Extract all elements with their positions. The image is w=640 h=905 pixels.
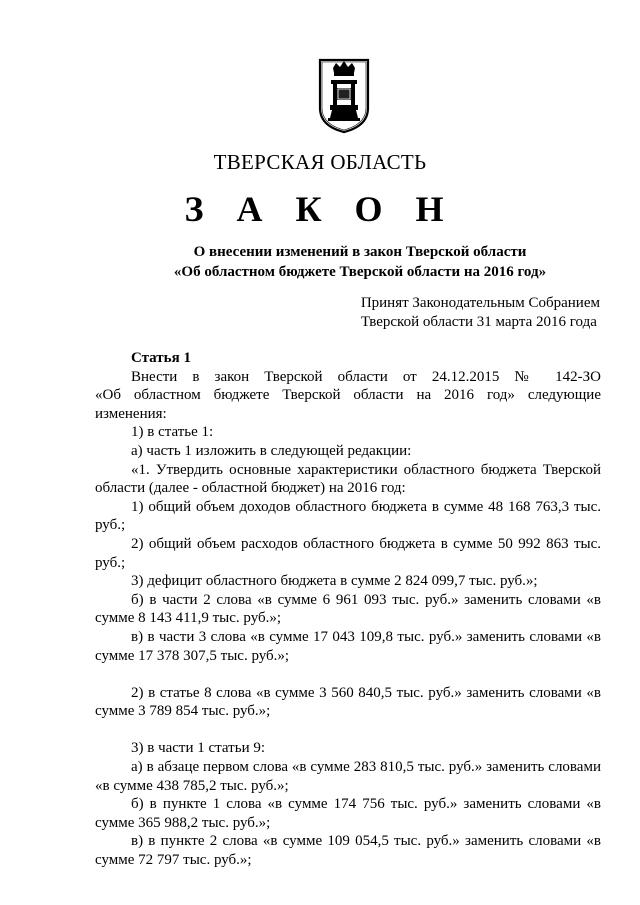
item-1-a-text: «1. Утвердить основные характеристики областного бюджета Тверской области (далее - областной бюджет) на 2016 год:: [95, 461, 601, 497]
spacer: [95, 721, 601, 740]
document-type: З А К О Н: [184, 189, 456, 229]
article-heading: Статья 1: [131, 350, 191, 366]
adoption-line-1: Принят Законодательным Собранием: [360, 295, 600, 311]
title-line-1: О внесении изменений в закон Тверской области: [193, 244, 527, 260]
document-title: [0, 242, 640, 282]
coat-of-arms-icon: [318, 58, 370, 134]
item-1: 1) в статье 1:: [131, 424, 214, 441]
region-name: ТВЕРСКАЯ ОБЛАСТЬ: [213, 150, 427, 174]
title-line-2: «Об областном бюджете Тверской области на 2016 год»: [173, 264, 547, 280]
adoption-note: [361, 294, 600, 332]
item-2: 2) в статье 8 слова «в сумме 3 560 840,5 тыс. руб.» заменить словами «в сумме 3 789 854 тыс. руб.»;: [95, 684, 601, 720]
item-1-a-1: 1) общий объем доходов областного бюджета в сумме 48 168 763,3 тыс. руб.;: [95, 498, 601, 534]
article-body: [95, 349, 601, 870]
item-3-c: в) в пункте 2 слова «в сумме 109 054,5 тыс. руб.» заменить словами «в сумме 72 797 тыс. руб.»;: [95, 833, 601, 869]
item-1-a: а) часть 1 изложить в следующей редакции:: [131, 442, 412, 459]
item-1-b: б) в части 2 слова «в сумме 6 961 093 тыс. руб.» заменить словами «в сумме 8 143 411,9 тыс. руб.»;: [95, 591, 601, 627]
article-intro-line: Внести в закон Тверской области от 24.12.2015 № 142-ЗО: [131, 368, 601, 385]
adoption-line-2: Тверской области 31 марта 2016 года: [360, 314, 597, 330]
item-3-b: б) в пункте 1 слова «в сумме 174 756 тыс. руб.» заменить словами «в сумме 365 988,2 тыс. руб.»;: [95, 796, 601, 831]
item-3-a: а) в абзаце первом слова «в сумме 283 810,5 тыс. руб.» заменить словами «в сумме 438 785,2 тыс. руб.»;: [95, 759, 601, 794]
item-3: 3) в части 1 статьи 9:: [131, 740, 266, 757]
article-intro-rest: «Об областном бюджете Тверской области на 2016 год» следующие изменения:: [95, 387, 601, 422]
item-1-c: в) в части 3 слова «в сумме 17 043 109,8 тыс. руб.» заменить словами «в сумме 17 378 307,5 тыс. руб.»;: [95, 628, 601, 664]
spacer: [95, 665, 601, 684]
item-1-a-3: 3) дефицит областного бюджета в сумме 2 824 099,7 тыс. руб.»;: [131, 573, 538, 590]
item-1-a-2: 2) общий объем расходов областного бюджета в сумме 50 992 863 тыс. руб.;: [95, 535, 601, 571]
